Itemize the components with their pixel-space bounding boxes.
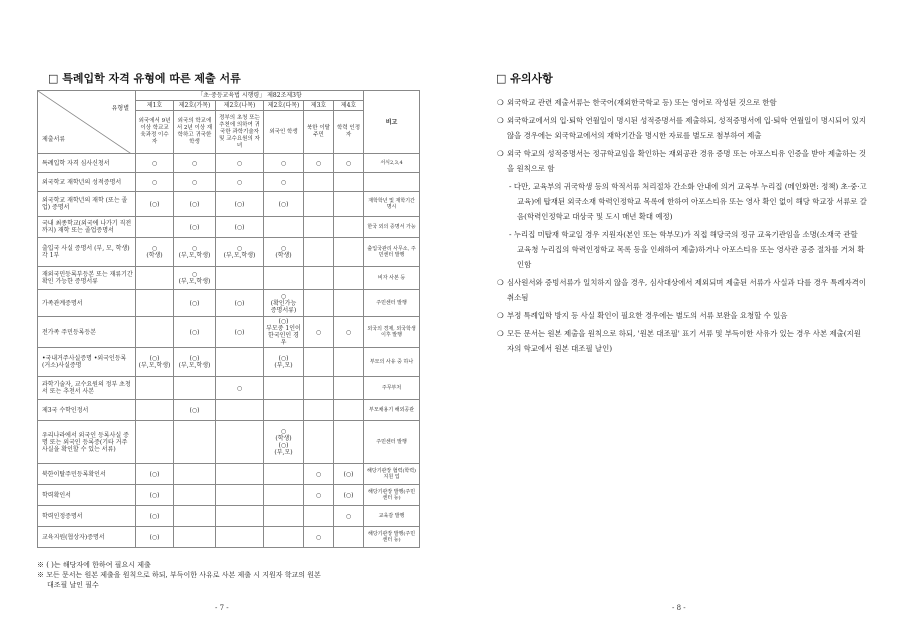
document-name: 과학기술자, 교수요원의 정부 초청서 또는 추천서 사본	[38, 377, 136, 400]
note-cell: 주민센터 발행	[364, 290, 420, 317]
requirement-cell: ○	[304, 527, 334, 548]
note-cell: 부모채용기 해외공관	[364, 400, 420, 421]
requirement-cell: (○) (부,모,학생)	[174, 348, 216, 377]
requirement-cell: (○)	[174, 192, 216, 217]
document-name: 우리나라에서 외국인 등록사실 증명 또는 외국인 등록증(기타 거주사실을 확인할 수 있는 서류)	[38, 421, 136, 464]
column-number: 제1호	[136, 101, 174, 111]
requirement-cell	[264, 464, 304, 485]
circle-bullet-icon: ❍	[497, 278, 504, 287]
requirement-cell	[334, 217, 364, 238]
note-cell: 외국의 경제, 외국학생 이후 발행	[364, 317, 420, 348]
requirement-cell	[174, 527, 216, 548]
requirement-cell: ○	[334, 154, 364, 173]
requirement-cell	[334, 192, 364, 217]
document-name: 학력인정증명서	[38, 506, 136, 527]
requirement-cell	[304, 348, 334, 377]
requirement-cell	[264, 267, 304, 290]
column-description: 북한 이탈주민	[304, 111, 334, 154]
requirement-cell: ○	[334, 506, 364, 527]
requirement-cell: ○ (학생)	[136, 238, 174, 267]
requirement-cell	[136, 290, 174, 317]
requirement-cell: ○	[136, 154, 174, 173]
diagonal-line	[38, 91, 136, 154]
requirement-cell: ○ (학생) (○) (부,모)	[264, 421, 304, 464]
requirement-cell	[174, 464, 216, 485]
requirement-cell: ○	[334, 317, 364, 348]
note-item	[497, 179, 867, 224]
note-item	[497, 326, 867, 356]
note-item	[497, 308, 867, 323]
requirement-cell	[304, 377, 334, 400]
requirement-cell: ○ (학생)	[264, 238, 304, 267]
table-row	[38, 377, 420, 400]
requirement-cell: ○ (부,모,학생)	[174, 267, 216, 290]
document-name: 북한이탈주민등록확인서	[38, 464, 136, 485]
table-row	[38, 464, 420, 485]
requirement-cell: (○)	[136, 506, 174, 527]
requirement-cell	[216, 267, 264, 290]
requirement-cell: ○	[304, 317, 334, 348]
note-cell: 해당기관장 협력(학력)지원 업	[364, 464, 420, 485]
requirement-cell	[334, 173, 364, 192]
requirement-cell: (○) (부,모)	[264, 348, 304, 377]
table-row	[38, 267, 420, 290]
note-cell: 재학학년 및 재학기간 명시	[364, 192, 420, 217]
requirement-cell	[304, 421, 334, 464]
note-cell: 주무부처	[364, 377, 420, 400]
requirement-cell	[136, 421, 174, 464]
requirement-cell: (○)	[216, 290, 264, 317]
requirement-cell	[304, 506, 334, 527]
note-cell: 비자 사본 등	[364, 267, 420, 290]
requirement-cell: (○)	[136, 192, 174, 217]
requirement-cell	[304, 217, 334, 238]
table-row	[38, 317, 420, 348]
requirement-cell	[174, 377, 216, 400]
requirement-cell	[136, 377, 174, 400]
requirement-cell: ○ (확인가능 증명서류)	[264, 290, 304, 317]
note-text: 부정 특례입학 방지 등 사실 확인이 필요한 경우에는 별도의 서류 보완을 요청할 수 있음	[507, 311, 788, 320]
document-name: 제3국 수학인정서	[38, 400, 136, 421]
table-row	[38, 238, 420, 267]
note-cell: 서식2,3,4	[364, 154, 420, 173]
requirement-cell	[334, 238, 364, 267]
note-cell: 교육감 발행	[364, 506, 420, 527]
table-row	[38, 421, 420, 464]
requirement-cell: ○ (부,모,학생)	[216, 238, 264, 267]
requirement-cell	[174, 485, 216, 506]
requirement-cell	[334, 348, 364, 377]
column-number: 제2호(나목)	[216, 101, 264, 111]
requirement-cell: (○)	[216, 317, 264, 348]
requirement-cell: (○)	[174, 217, 216, 238]
requirement-cell	[264, 506, 304, 527]
requirement-cell	[216, 348, 264, 377]
requirement-cell: (○)	[334, 485, 364, 506]
requirement-cell	[334, 377, 364, 400]
notes-title: □ 유의사항	[496, 72, 553, 85]
requirement-cell: (○) (부,모,학생)	[136, 348, 174, 377]
table-row	[38, 400, 420, 421]
requirement-cell	[264, 377, 304, 400]
footnote-line: ※ 모든 문서는 원본 제출을 원칙으로 하되, 부득이한 사유로 사본 제출 시 지원자 학교의 원본	[37, 571, 321, 579]
requirement-cell	[334, 527, 364, 548]
required-documents-table	[37, 90, 420, 548]
requirement-cell	[216, 421, 264, 464]
requirement-cell	[264, 527, 304, 548]
header-diagonal-cell	[38, 91, 136, 154]
table-row	[38, 192, 420, 217]
note-cell: 주민센터 발행	[364, 421, 420, 464]
requirement-cell	[264, 217, 304, 238]
header-type-label: 유형별	[111, 105, 129, 112]
requirement-cell	[216, 527, 264, 548]
requirement-cell	[216, 506, 264, 527]
requirement-cell	[304, 173, 334, 192]
document-name: 재외국민등록부등본 또는 재류기간 확인 가능한 증명서류	[38, 267, 136, 290]
document-name: 외국학교 재학년의 재학 (또는 졸업) 증명서	[38, 192, 136, 217]
requirement-cell	[264, 400, 304, 421]
requirement-cell: (○)	[136, 527, 174, 548]
requirement-cell	[216, 464, 264, 485]
requirement-cell	[304, 400, 334, 421]
note-header: 비고	[364, 91, 420, 154]
dash-bullet: -	[509, 182, 514, 191]
table-row	[38, 506, 420, 527]
left-page-number: - 7 -	[215, 604, 229, 612]
table-row	[38, 217, 420, 238]
requirement-cell: ○	[216, 154, 264, 173]
column-description: 외국에서 9년 이상 학교교육과정 이수자	[136, 111, 174, 154]
table-row	[38, 173, 420, 192]
requirement-cell	[136, 217, 174, 238]
note-cell: 해당기관장 발행(주민센터 등)	[364, 485, 420, 506]
dash-bullet: -	[509, 230, 514, 239]
footnotes	[37, 560, 321, 590]
requirement-cell	[334, 400, 364, 421]
note-text: 외국학교 관련 제출서류는 한국어(재외한국학교 등) 또는 영어로 작성된 것으로 한함	[507, 98, 777, 107]
requirement-cell	[304, 238, 334, 267]
document-name: 가족관계증명서	[38, 290, 136, 317]
note-item	[497, 95, 867, 110]
table-caption: 「초·중등교육법 시행령」 제82조제3항	[136, 91, 364, 101]
footnote-line: ※ ( )는 해당자에 한하여 필요시 제출	[37, 561, 151, 569]
document-name: 국내 최종학교(외국에 나가기 직전까지) 재학 또는 졸업증명서	[38, 217, 136, 238]
requirement-cell	[216, 400, 264, 421]
document-name: 출입국 사실 증명서 (부, 모, 학생) 각 1부	[38, 238, 136, 267]
note-text: 다만, 교육부의 귀국학생 등의 학적서류 처리절차 간소화 안내에 의거 교육부 누리집 (메인화면: 정책) 초·중·고교육)에 탑재된 외국소재 학력인정학교 목록에 한하여 아포스티유 또는 영사 확인 없이 해당 학교장 서류로 갈음(학력인정학교 대상국 및 도시 매년 확대 예정)	[513, 182, 867, 221]
requirement-cell: ○	[264, 173, 304, 192]
requirement-cell: ○	[304, 464, 334, 485]
left-section-title: □ 특례입학 자격 유형에 따른 제출 서류	[48, 72, 241, 85]
note-text: 외국학교에서의 입·퇴학 연월일이 명시된 성적증명서를 제출하되, 성적증명서에 입·퇴학 연월일이 명시되어 있지 않을 경우에는 외국학교에서의 재학기간을 명시한 자료를 별도로 첨부하여 제출	[507, 116, 866, 140]
document-name: 외국학교 재학년의 성적증명서	[38, 173, 136, 192]
note-cell: 출입국관리 사무소, 주민센터 발행	[364, 238, 420, 267]
document-name: 학력확인서	[38, 485, 136, 506]
requirement-cell	[136, 317, 174, 348]
requirement-cell	[136, 400, 174, 421]
note-cell	[364, 173, 420, 192]
table-row	[38, 527, 420, 548]
note-item	[497, 227, 867, 272]
column-number: 제3호	[304, 101, 334, 111]
requirement-cell: (○)	[264, 192, 304, 217]
requirement-cell: (○)	[174, 290, 216, 317]
requirement-cell: ○	[264, 154, 304, 173]
requirement-cell	[334, 421, 364, 464]
note-text: 심사원서와 증빙서류가 일치하지 않을 경우, 심사대상에서 제외되며 제출된 서류가 사실과 다를 경우 특례자격이 취소됨	[507, 278, 866, 302]
notes-list	[497, 95, 867, 359]
column-description: 외국의 학교에서 2년 이상 재학하고 귀국한 학생	[174, 111, 216, 154]
table-row	[38, 348, 420, 377]
circle-bullet-icon: ❍	[497, 98, 504, 107]
circle-bullet-icon: ❍	[497, 116, 504, 125]
requirement-cell: (○)	[334, 464, 364, 485]
requirement-cell: (○)	[216, 217, 264, 238]
requirement-cell: ○	[216, 173, 264, 192]
requirement-cell: (○)	[216, 192, 264, 217]
header-doc-label: 제출서류	[42, 136, 66, 143]
requirement-cell: ○ (부,모,학생)	[174, 238, 216, 267]
requirement-cell: ○	[304, 154, 334, 173]
requirement-cell: (○)	[174, 400, 216, 421]
note-text: 모든 문서는 원본 제출을 원칙으로 하되, '원본 대조필' 표기 서류 및 부득이한 사유가 있는 경우 사본 제출(지원자의 학교에서 원본 대조필 날인)	[507, 329, 861, 353]
note-cell: 해당기관장 발행(주민센터 등)	[364, 527, 420, 548]
requirement-cell: ○	[174, 154, 216, 173]
note-item	[497, 275, 867, 305]
column-number: 제2호(가목)	[174, 101, 216, 111]
column-description: 학력 인정자	[334, 111, 364, 154]
requirement-cell	[304, 192, 334, 217]
requirement-cell: ○	[216, 377, 264, 400]
document-name: 전가족 주민등록등본	[38, 317, 136, 348]
requirement-cell	[174, 421, 216, 464]
requirement-cell	[304, 290, 334, 317]
requirement-cell: (○)	[136, 485, 174, 506]
note-text: 외국 학교의 성적증명서는 정규학교임을 확인하는 재외공관 경유 증명 또는 아포스티유 인증을 받아 제출하는 것을 원칙으로 함	[507, 149, 866, 173]
column-number: 제4호	[334, 101, 364, 111]
document-name: 특례입학 자격 심사신청서	[38, 154, 136, 173]
requirement-cell: (○)	[136, 464, 174, 485]
column-description: 외국인 학생	[264, 111, 304, 154]
requirement-cell: (○) 부모중 1인이 한국인인 경우	[264, 317, 304, 348]
requirement-cell	[264, 485, 304, 506]
column-description: 정부의 초청 또는 추천에 의하여 귀국한 과학기술자 및 교수요원의 자녀	[216, 111, 264, 154]
document-name: 교육지원(협상자)증명서	[38, 527, 136, 548]
circle-bullet-icon: ❍	[497, 329, 504, 338]
circle-bullet-icon: ❍	[497, 311, 504, 320]
requirement-cell	[334, 267, 364, 290]
requirement-cell	[304, 267, 334, 290]
requirement-cell	[216, 485, 264, 506]
column-number: 제2호(다목)	[264, 101, 304, 111]
note-cell: 한국 외의 증명서 가능	[364, 217, 420, 238]
requirement-cell: ○	[174, 173, 216, 192]
requirement-cell	[334, 290, 364, 317]
requirement-cell	[136, 267, 174, 290]
table-row	[38, 485, 420, 506]
right-page-number: - 8 -	[672, 604, 686, 612]
document-name: •국내거주사실증명 •외국인등록(거소)사실증명	[38, 348, 136, 377]
note-text: 누리집 미탑재 학교일 경우 지원자(본인 또는 학부모)가 직접 해당국의 정규 교육기관임을 소명(소재국 관할 교육청 누리집의 학력인정학교 목록 등을 인쇄하여 제출)하거나 아포스티유 또는 영사관 공증 절차를 거쳐 확인함	[513, 230, 865, 269]
table-row	[38, 290, 420, 317]
footnote-line: 대조필 날인 필수	[47, 581, 99, 589]
note-item	[497, 146, 867, 176]
requirement-cell: ○	[304, 485, 334, 506]
table-row	[38, 154, 420, 173]
note-cell: 부모의 사유 중 하나	[364, 348, 420, 377]
requirement-cell: (○)	[174, 317, 216, 348]
requirement-cell	[174, 506, 216, 527]
circle-bullet-icon: ❍	[497, 149, 504, 158]
note-item	[497, 113, 867, 143]
requirement-cell: ○	[136, 173, 174, 192]
